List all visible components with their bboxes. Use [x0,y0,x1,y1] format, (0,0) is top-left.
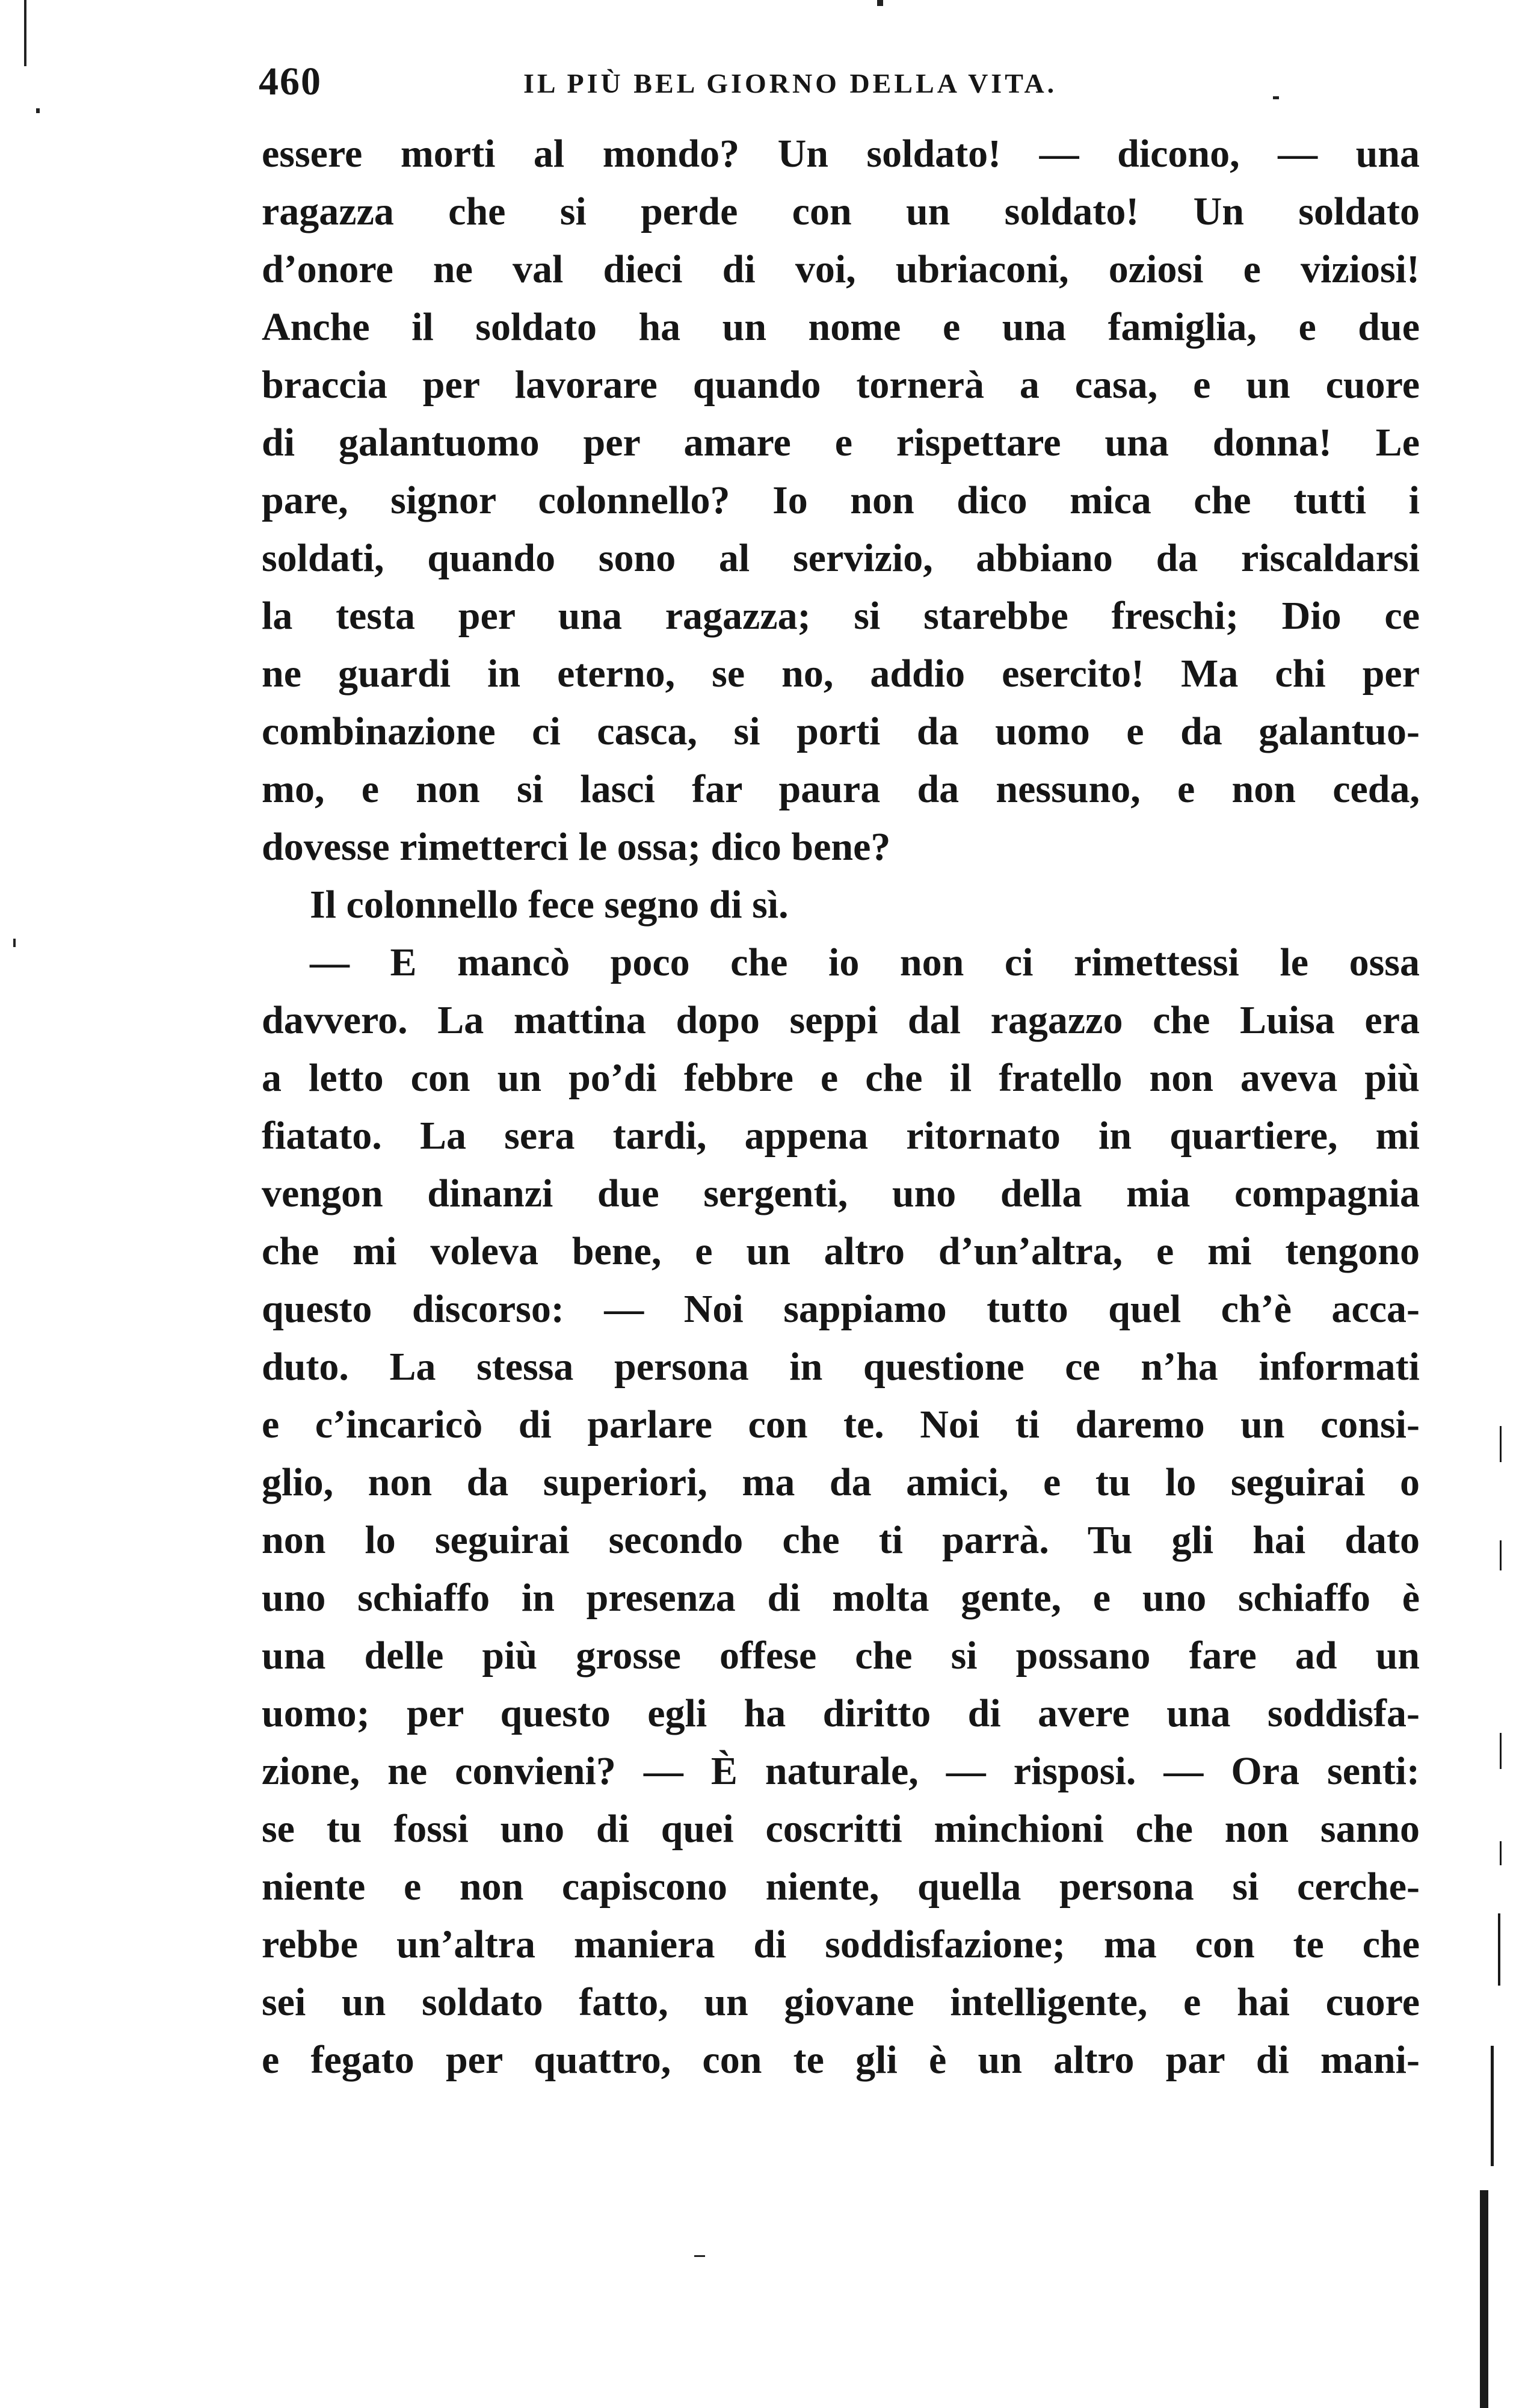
text-line: rebbe un’altra maniera di soddisfazione; ma con te che [262,1922,1420,1966]
scan-mark [13,939,16,947]
text-line: dovesse rimetterci le ossa; dico bene? [262,825,891,869]
page-edge-mark [1491,2046,1494,2166]
page-edge-mark [1500,1733,1502,1769]
text-line: pare, signor colonnello? Io non dico mica che tutti i [262,478,1420,522]
running-title: IL PIÙ BEL GIORNO DELLA VITA. [523,68,1058,99]
text-line: sei un soldato fatto, un giovane intelligente, e hai cuore [262,1980,1420,2024]
scan-mark [877,0,883,6]
body-text [262,125,1420,2089]
page-edge-mark [1480,2190,1488,2408]
text-line: mo, e non si lasci far paura da nessuno, e non ceda, [262,767,1420,811]
text-line: Anche il soldato ha un nome e una famiglia, e due [262,305,1420,349]
text-line: essere morti al mondo? Un soldato! — dicono, — una [262,132,1420,176]
page-edge-mark [1500,1841,1502,1865]
page-edge-mark [1500,1426,1502,1462]
text-line: non lo seguirai secondo che ti parrà. Tu gli hai dato [262,1518,1420,1562]
text-line: uomo; per questo egli ha diritto di avere una soddisfa- [262,1691,1420,1735]
text-line: ragazza che si perde con un soldato! Un soldato [262,190,1420,233]
text-line: niente e non capiscono niente, quella persona si cerche- [262,1865,1420,1909]
text-line: una delle più grosse offese che si possano fare ad un [262,1634,1420,1678]
page-number: 460 [259,60,322,103]
text-line: — E mancò poco che io non ci rimettessi le ossa [310,940,1420,984]
scan-mark [36,108,40,113]
text-line: uno schiaffo in presenza di molta gente, e uno schiaffo è [262,1576,1420,1620]
scan-mark [694,2255,705,2257]
text-line: la testa per una ragazza; si starebbe freschi; Dio ce [262,594,1420,638]
text-line: zione, ne convieni? — È naturale, — risposi. — Ora senti: [262,1749,1420,1793]
text-line: Il colonnello fece segno di sì. [310,883,789,927]
text-line: questo discorso: — Noi sappiamo tutto quel ch’è acca- [262,1287,1420,1331]
text-line: combinazione ci casca, si porti da uomo e da galantuo- [262,709,1420,753]
text-line: duto. La stessa persona in questione ce n’ha informati [262,1345,1420,1389]
page-edge-mark [1498,1913,1500,1986]
text-line: soldati, quando sono al servizio, abbiano da riscaldarsi [262,536,1420,580]
text-line: glio, non da superiori, ma da amici, e tu lo seguirai o [262,1460,1420,1504]
text-line: ne guardi in eterno, se no, addio esercito! Ma chi per [262,652,1420,696]
text-line: d’onore ne val dieci di voi, ubriaconi, oziosi e viziosi! [262,247,1420,291]
text-line: di galantuomo per amare e rispettare una donna! Le [262,421,1420,465]
text-line: davvero. La mattina dopo seppi dal ragazzo che Luisa era [262,998,1420,1042]
text-line: vengon dinanzi due sergenti, uno della mia compagnia [262,1172,1420,1215]
text-line: fiatato. La sera tardi, appena ritornato in quartiere, mi [262,1114,1420,1158]
text-line: se tu fossi uno di quei coscritti minchioni che non sanno [262,1807,1420,1851]
text-line: a letto con un po’di febbre e che il fratello non aveva più [262,1056,1420,1100]
page-edge-mark [1500,1540,1502,1570]
text-line: e c’incaricò di parlare con te. Noi ti daremo un consi- [262,1403,1420,1446]
page-header [259,59,1420,107]
scan-mark [24,0,26,66]
text-line: che mi voleva bene, e un altro d’un’altra, e mi tengono [262,1229,1420,1273]
text-line: e fegato per quattro, con te gli è un altro par di mani- [262,2038,1420,2082]
text-line: braccia per lavorare quando tornerà a casa, e un cuore [262,363,1420,407]
